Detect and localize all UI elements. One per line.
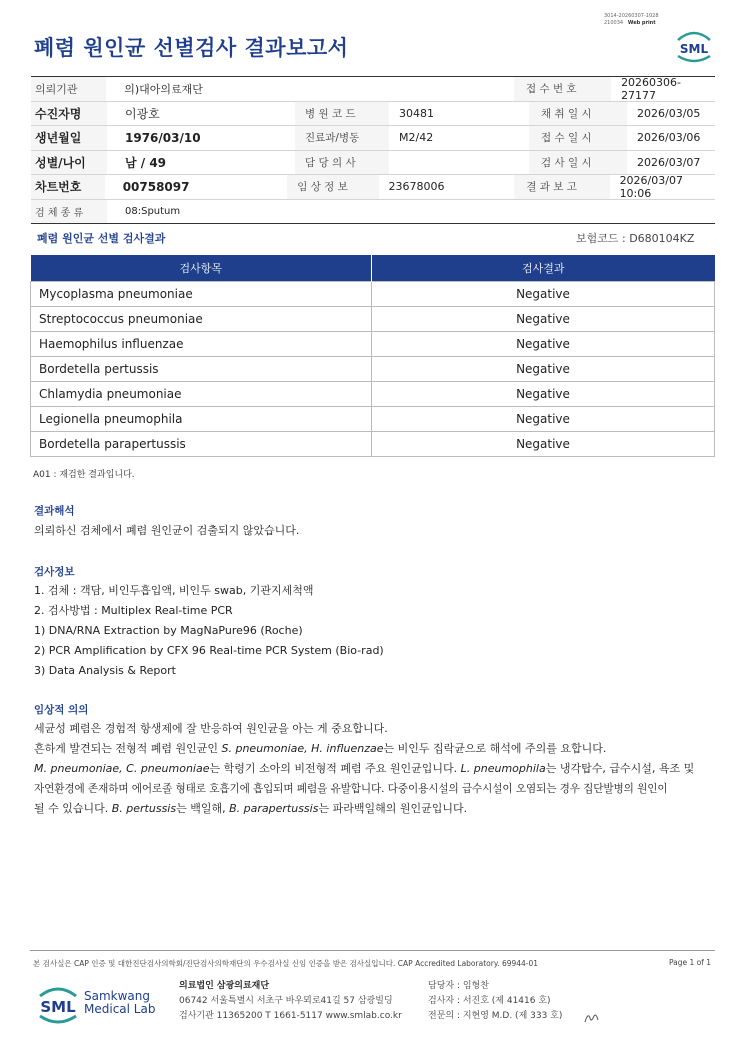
test-result: Negative — [372, 332, 715, 357]
column-header-result: 검사결과 — [372, 255, 715, 282]
test-info-line: 3) Data Analysis & Report — [34, 664, 176, 677]
info-label: 의뢰기관 — [31, 77, 106, 101]
info-value: 30481 — [399, 106, 434, 120]
info-label: 결 과 보 고 — [514, 175, 609, 199]
test-info-list — [34, 581, 384, 681]
table-row — [31, 357, 715, 382]
info-value: 이광호 — [125, 106, 160, 121]
test-result: Negative — [372, 382, 715, 407]
staff-block — [428, 979, 562, 1024]
specimen-value: 08:Sputum — [125, 205, 181, 217]
table-row — [31, 382, 715, 407]
org-name: 의료법인 삼광의료재단 — [179, 981, 270, 991]
test-item: Legionella pneumophila — [31, 407, 372, 432]
print-id: 3014-20260307-1028 — [604, 13, 659, 19]
info-label: 접 수 일 시 — [529, 126, 627, 150]
info-label: 접 수 번 호 — [514, 77, 611, 101]
info-row — [31, 126, 715, 151]
test-item: Streptococcus pneumoniae — [31, 307, 372, 332]
info-label: 채 취 일 시 — [529, 102, 627, 126]
results-table — [30, 255, 715, 457]
interpretation-heading: 결과해석 — [34, 505, 75, 517]
sml-footer-logo — [34, 980, 82, 1028]
page-title: 폐렴 원인균 선별검사 결과보고서 — [34, 36, 349, 60]
specimen-label: 검 체 종 류 — [31, 200, 107, 224]
test-result: Negative — [372, 357, 715, 382]
test-item: Bordetella parapertussis — [31, 432, 372, 457]
info-label: 성별/나이 — [31, 151, 107, 175]
info-value: 1976/03/10 — [125, 130, 201, 145]
test-item: Mycoplasma pneumoniae — [31, 282, 372, 307]
test-info-line: 1. 검체 : 객담, 비인두흡입액, 비인두 swab, 기관지세척액 — [34, 584, 314, 597]
table-row — [31, 307, 715, 332]
info-row — [31, 102, 715, 127]
footer-divider — [30, 950, 715, 951]
print-code: 210034 — [604, 20, 624, 26]
test-info-line: 2. 검사방법 : Multiplex Real-time PCR — [34, 604, 233, 617]
staff-line: 담당자 : 임형찬 — [428, 981, 489, 991]
info-label: 검 사 일 시 — [529, 151, 627, 175]
clinical-line: 자연환경에 존재하며 에어로졸 형태로 호흡기에 흡입되며 폐렴을 유발합니다. 다중이용시설의 급수시설이 오염되는 경우 집단발병의 원인이 — [34, 783, 668, 795]
clinical-line: 흔하게 발견되는 전형적 폐렴 원인균인 S. pneumoniae, H. influenzae는 비인두 집락균으로 해석에 주의를 요합니다. — [34, 742, 607, 755]
test-result: Negative — [372, 407, 715, 432]
certification-text: 본 검사실은 CAP 인증 및 대한진단검사의학회/진단검사의학재단의 우수검사실 신임 인증을 받은 검사실입니다. CAP Accredited Laboratory. 69944-01 — [33, 959, 539, 968]
info-label: 진료과/병동 — [295, 126, 389, 150]
test-info-line: 2) PCR Amplification by CFX 96 Real-time PCR System (Bio-rad) — [34, 644, 384, 657]
info-label: 수진자명 — [31, 102, 107, 126]
info-value: 00758097 — [122, 179, 190, 194]
sml-logo — [674, 26, 714, 64]
info-label: 차트번호 — [31, 175, 105, 199]
clinical-heading: 임상적 의의 — [34, 704, 89, 716]
retest-note: A01 : 재검한 결과입니다. — [33, 470, 135, 480]
info-value: 2026/03/05 — [637, 106, 701, 120]
info-value: 23678006 — [388, 180, 445, 194]
info-row — [31, 151, 715, 176]
lab-name-en: Samkwang Medical Lab — [84, 989, 156, 1016]
test-result: Negative — [372, 282, 715, 307]
lab-address: 06742 서울특별시 서초구 바우뫼로41길 57 삼광빌딩 — [179, 996, 393, 1006]
test-info-line: 1) DNA/RNA Extraction by MagNaPure96 (Roche) — [34, 624, 303, 637]
clinical-line: 세균성 폐렴은 경험적 항생제에 잘 반응하여 원인균을 아는 게 중요합니다. — [34, 722, 388, 735]
signature-mark — [582, 1010, 602, 1026]
table-row — [31, 407, 715, 432]
test-result: Negative — [372, 307, 715, 332]
test-item: Bordetella pertussis — [31, 357, 372, 382]
test-item: Haemophilus influenzae — [31, 332, 372, 357]
clinical-text — [34, 719, 724, 819]
svg-text:SML: SML — [679, 42, 709, 56]
lab-contact: 검사기관 11365200 T 1661-5117 www.smlab.co.kr — [179, 1011, 402, 1021]
column-header-item: 검사항목 — [31, 255, 372, 282]
web-print-label: Web print — [627, 20, 656, 26]
info-row — [31, 200, 715, 225]
table-row — [31, 432, 715, 457]
info-value: 의)대아의료재단 — [124, 82, 203, 96]
info-value: 2026/03/07 10:06 — [619, 173, 683, 200]
table-row — [31, 332, 715, 357]
test-info-heading: 검사정보 — [34, 566, 75, 578]
info-row — [31, 175, 715, 200]
info-label: 병 원 코 드 — [295, 102, 389, 126]
staff-line: 전문의 : 지현영 M.D. (제 333 호) — [428, 1011, 563, 1021]
clinical-line: 될 수 있습니다. B. pertussis는 백일해, B. parapertussis는 파라백일해의 원인균입니다. — [34, 802, 468, 815]
info-row — [31, 77, 715, 102]
svg-text:SML: SML — [40, 998, 76, 1016]
insurance-code: 보험코드 : D680104KZ — [576, 232, 695, 245]
info-value: M2/42 — [399, 131, 434, 145]
patient-info-table — [31, 76, 715, 224]
clinical-line: M. pneumoniae, C. pneumoniae는 학령기 소아의 비전형적 폐렴 주요 원인균입니다. L. pneumophila는 냉각탑수, 급수시설, 욕조 및 — [34, 762, 695, 775]
info-value: 20260306-27177 — [621, 75, 682, 102]
results-title: 폐렴 원인균 선별 검사결과 — [37, 232, 166, 245]
info-label: 임 상 정 보 — [287, 175, 378, 199]
info-label: 생년월일 — [31, 126, 107, 150]
test-result: Negative — [372, 432, 715, 457]
info-value: 2026/03/07 — [637, 155, 701, 169]
lab-address-block — [179, 979, 402, 1024]
staff-line: 검사자 : 서진호 (제 41416 호) — [428, 996, 551, 1006]
table-row — [31, 282, 715, 307]
test-item: Chlamydia pneumoniae — [31, 382, 372, 407]
interpretation-text: 의뢰하신 검체에서 폐렴 원인균이 검출되지 않았습니다. — [34, 524, 300, 537]
info-value: 남 / 49 — [125, 155, 167, 170]
info-value: 2026/03/06 — [637, 131, 701, 145]
page-number: Page 1 of 1 — [669, 958, 712, 967]
print-meta — [604, 13, 659, 27]
info-label: 담 당 의 사 — [295, 151, 389, 175]
